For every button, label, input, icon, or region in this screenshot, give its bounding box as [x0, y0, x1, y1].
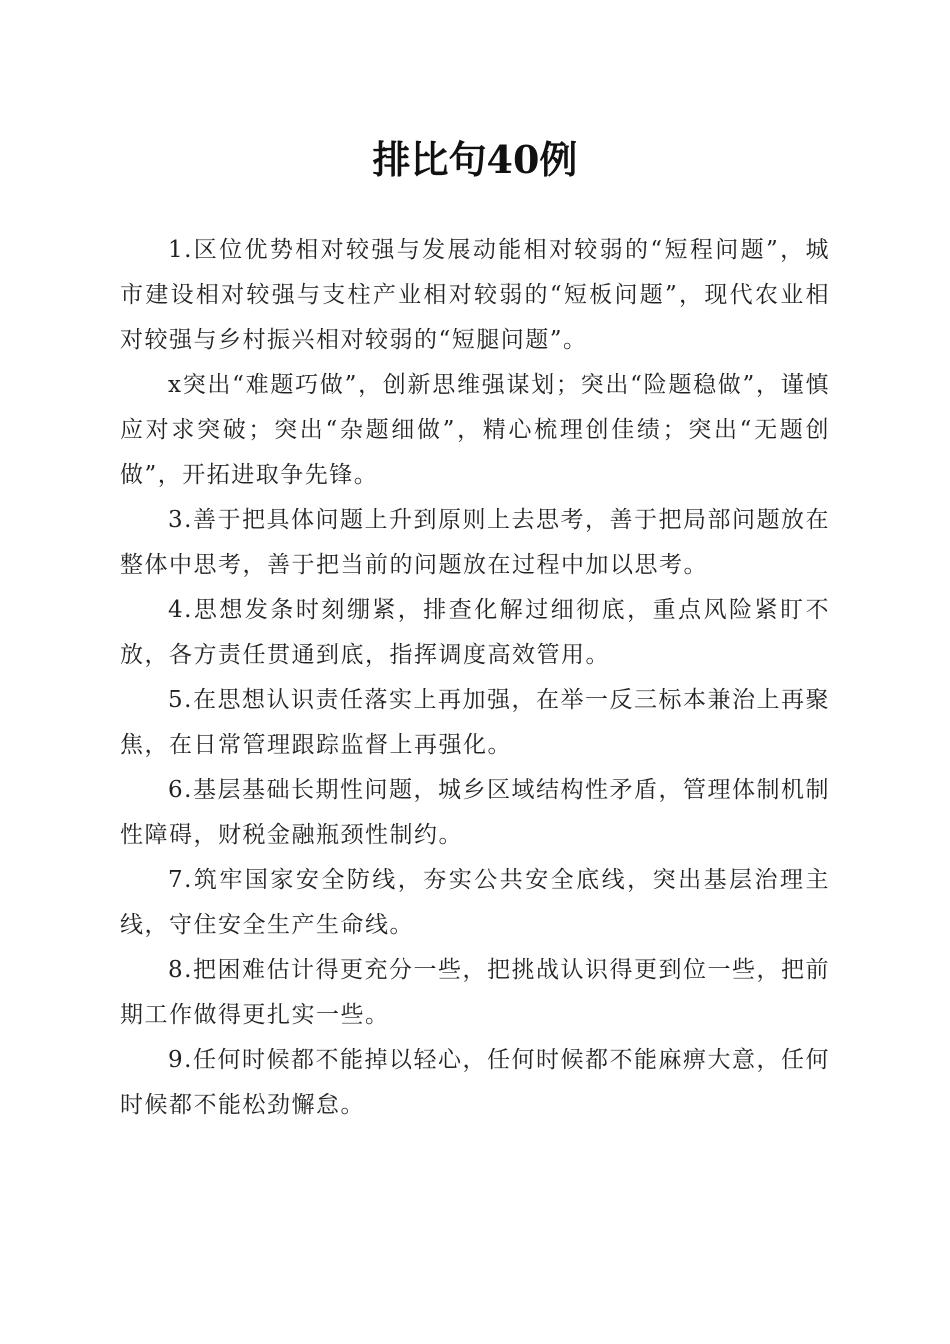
paragraph-6: 6.基层基础长期性问题，城乡区域结构性矛盾，管理体制机制性障碍，财税金融瓶颈性制约。: [120, 777, 830, 848]
paragraph-1: 1.区位优势相对较强与发展动能相对较弱的“短程问题”，城市建设相对较强与支柱产业相对较弱的“短板问题”，现代农业相对较强与乡村振兴相对较弱的“短腿问题”。: [120, 237, 830, 353]
paragraph-7: 7.筑牢国家安全防线，夯实公共安全底线，突出基层治理主线，守住安全生产生命线。: [120, 867, 830, 938]
paragraph-2: x突出“难题巧做”，创新思维强谋划；突出“险题稳做”，谨慎应对求突破；突出“杂题细做”，精心梳理创佳绩；突出“无题创做”，开拓进取争先锋。: [120, 372, 830, 488]
document-title: 排比句40例: [372, 137, 578, 182]
paragraph-3: 3.善于把具体问题上升到原则上去思考，善于把局部问题放在整体中思考，善于把当前的问题放在过程中加以思考。: [120, 507, 830, 578]
paragraph-5: 5.在思想认识责任落实上再加强，在举一反三标本兼治上再聚焦，在日常管理跟踪监督上再强化。: [120, 687, 830, 758]
paragraph-8: 8.把困难估计得更充分一些，把挑战认识得更到位一些，把前期工作做得更扎实一些。: [120, 957, 830, 1028]
paragraph-4: 4.思想发条时刻绷紧，排查化解过细彻底，重点风险紧盯不放，各方责任贯通到底，指挥调度高效管用。: [120, 597, 830, 668]
paragraph-9: 9.任何时候都不能掉以轻心，任何时候都不能麻痹大意，任何时候都不能松劲懈怠。: [120, 1047, 830, 1118]
document-body: [120, 228, 830, 1128]
